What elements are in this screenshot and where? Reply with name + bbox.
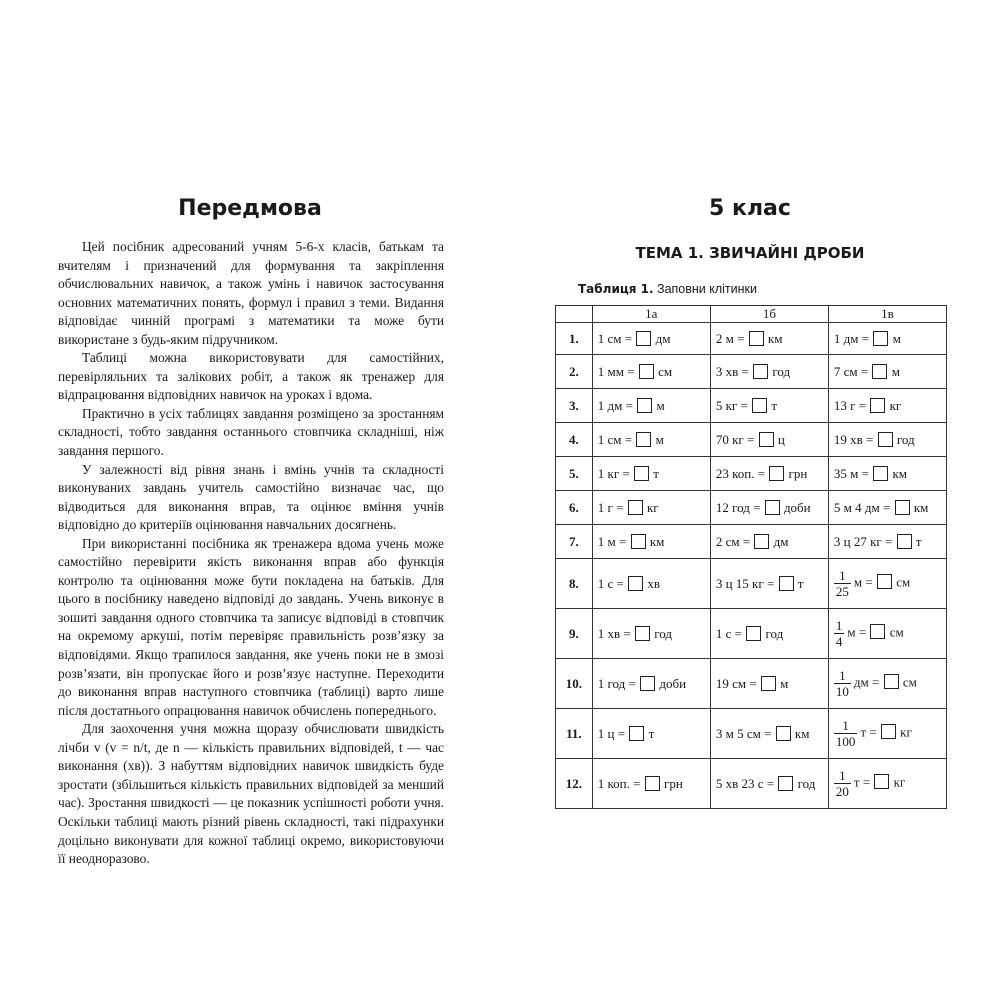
task-cell-c bbox=[828, 609, 946, 659]
task-unit: т bbox=[794, 575, 804, 591]
preface-paragraph: Для заохочення учня можна щоразу обчислювати швидкість лічби v (v = n/t, де n — кількість правильних відповідей, t — час виконання (хв)). З набуттям відповідних навичок швидкість буде зростати (збільшиться кількість правильних відповідей за менший час). Зростання швидкості — це показник успішності роботи учня. Оскільки таблиці мають різний рівень складності, такі підрахунки доцільно виконувати для кожної таблиці окремо, використовуючи її неодноразово. bbox=[58, 721, 444, 867]
task-expression: 1 хв = bbox=[597, 625, 635, 641]
task-unit: т bbox=[912, 533, 922, 549]
task-unit: год bbox=[651, 625, 673, 641]
fraction bbox=[834, 568, 851, 599]
task-expression: 5 м 4 дм = bbox=[833, 499, 894, 515]
task-cell-a bbox=[592, 323, 710, 355]
task-unit: см bbox=[654, 363, 673, 379]
answer-box[interactable] bbox=[636, 331, 651, 346]
task-unit: км bbox=[764, 330, 783, 346]
answer-box[interactable] bbox=[754, 534, 769, 549]
fraction bbox=[834, 668, 851, 699]
task-cell-c bbox=[828, 323, 946, 355]
task-expression: 19 хв = bbox=[833, 431, 877, 447]
task-unit: ц bbox=[774, 431, 785, 447]
row-number: 6. bbox=[556, 491, 593, 525]
fraction-denominator: 4 bbox=[835, 634, 843, 649]
task-cell-a bbox=[592, 609, 710, 659]
task-cell-c bbox=[828, 457, 946, 491]
task-expression: 19 см = bbox=[715, 675, 760, 691]
task-unit: м bbox=[652, 431, 664, 447]
table-row bbox=[556, 323, 947, 355]
answer-box[interactable] bbox=[884, 674, 899, 689]
task-unit: т bbox=[650, 465, 659, 481]
task-unit: км bbox=[646, 533, 665, 549]
task-unit: кг bbox=[886, 397, 902, 413]
task-expression: дм = bbox=[853, 674, 883, 690]
table-instruction: Заповни клітинки bbox=[657, 282, 757, 296]
fraction bbox=[834, 718, 858, 749]
table-row bbox=[556, 525, 947, 559]
row-number: 8. bbox=[556, 559, 593, 609]
task-unit: год bbox=[769, 363, 791, 379]
task-expression: м = bbox=[853, 574, 876, 590]
answer-box[interactable] bbox=[779, 576, 794, 591]
task-expression: 35 м = bbox=[833, 465, 873, 481]
task-expression: 1 коп. = bbox=[597, 775, 644, 791]
task-expression: 1 с = bbox=[715, 625, 746, 641]
task-unit: м bbox=[888, 363, 900, 379]
task-unit: год bbox=[893, 431, 915, 447]
answer-box[interactable] bbox=[637, 398, 652, 413]
table-row bbox=[556, 423, 947, 457]
fraction-denominator: 20 bbox=[835, 784, 849, 799]
answer-box[interactable] bbox=[897, 534, 912, 549]
task-expression: 1 м = bbox=[597, 533, 630, 549]
task-unit: км bbox=[889, 465, 908, 481]
answer-box[interactable] bbox=[778, 776, 793, 791]
answer-box[interactable] bbox=[873, 466, 888, 481]
task-unit: грн bbox=[660, 775, 683, 791]
task-cell-c bbox=[828, 559, 946, 609]
row-number: 2. bbox=[556, 355, 593, 389]
task-expression: 3 м 5 см = bbox=[715, 725, 775, 741]
fraction-denominator: 10 bbox=[835, 684, 849, 699]
task-expression: 3 хв = bbox=[715, 363, 753, 379]
task-unit: кг bbox=[643, 499, 659, 515]
answer-box[interactable] bbox=[628, 576, 643, 591]
answer-box[interactable] bbox=[877, 574, 892, 589]
answer-box[interactable] bbox=[761, 676, 776, 691]
answer-box[interactable] bbox=[776, 726, 791, 741]
fraction-numerator: 1 bbox=[839, 768, 846, 783]
task-unit: м bbox=[776, 675, 789, 691]
answer-box[interactable] bbox=[872, 364, 887, 379]
fraction bbox=[834, 768, 851, 799]
task-cell-b bbox=[710, 457, 828, 491]
task-expression: 1 год = bbox=[597, 675, 640, 691]
task-expression: т = bbox=[853, 774, 874, 790]
row-number: 11. bbox=[556, 709, 593, 759]
table-label: Таблиця 1. bbox=[578, 282, 654, 296]
task-cell-a bbox=[592, 389, 710, 423]
task-cell-b bbox=[710, 709, 828, 759]
task-expression: 2 см = bbox=[715, 533, 754, 549]
preface-paragraph: Цей посібник адресований учням 5-6-х класів, батькам та вчителям і призначений для формування та закріплення обчислювальних навичок, а також умінь і навичок застосування основних математичних понять, формул і правил з теми. Видання відповідає чинній програмі з математики та може бути використане з будь-яким підручником. bbox=[58, 239, 444, 347]
table-caption bbox=[578, 282, 757, 296]
answer-box[interactable] bbox=[635, 626, 650, 641]
answer-box[interactable] bbox=[870, 624, 885, 639]
task-cell-b bbox=[710, 389, 828, 423]
answer-box[interactable] bbox=[636, 432, 651, 447]
task-cell-c bbox=[828, 423, 946, 457]
fraction-denominator: 25 bbox=[835, 584, 849, 599]
task-unit: кг bbox=[896, 724, 912, 740]
answer-box[interactable] bbox=[881, 724, 896, 739]
task-expression: 2 м = bbox=[715, 330, 748, 346]
task-unit: км bbox=[910, 499, 929, 515]
answer-box[interactable] bbox=[640, 676, 655, 691]
answer-box[interactable] bbox=[631, 534, 646, 549]
task-cell-a bbox=[592, 659, 710, 709]
table-row bbox=[556, 491, 947, 525]
task-expression: 7 см = bbox=[833, 363, 872, 379]
fraction-numerator: 1 bbox=[835, 618, 843, 633]
task-unit: год bbox=[762, 625, 784, 641]
answer-box[interactable] bbox=[765, 500, 780, 515]
table-row bbox=[556, 559, 947, 609]
task-unit: т bbox=[645, 725, 655, 741]
task-unit: см bbox=[899, 674, 917, 690]
task-unit: дм bbox=[770, 533, 789, 549]
task-unit: см bbox=[892, 574, 911, 590]
fraction-numerator: 1 bbox=[839, 668, 846, 683]
task-unit: см bbox=[886, 624, 904, 640]
fraction-numerator: 1 bbox=[842, 718, 849, 733]
answer-box[interactable] bbox=[629, 726, 644, 741]
task-expression: 5 кг = bbox=[715, 397, 752, 413]
table-header-row bbox=[556, 306, 947, 323]
table-row bbox=[556, 609, 947, 659]
task-cell-a bbox=[592, 491, 710, 525]
answer-box[interactable] bbox=[769, 466, 784, 481]
fraction bbox=[834, 618, 845, 649]
task-expression: 70 кг = bbox=[715, 431, 758, 447]
task-unit: м bbox=[889, 330, 901, 346]
task-cell-c bbox=[828, 389, 946, 423]
task-cell-a bbox=[592, 457, 710, 491]
table-row bbox=[556, 355, 947, 389]
task-cell-c bbox=[828, 491, 946, 525]
answer-box[interactable] bbox=[639, 364, 654, 379]
task-expression: 12 год = bbox=[715, 499, 764, 515]
table-row bbox=[556, 457, 947, 491]
task-expression: 3 ц 15 кг = bbox=[715, 575, 778, 591]
task-expression: 13 г = bbox=[833, 397, 870, 413]
preface-paragraph: У залежності від рівня знань і вмінь учнів та складності виконуваних завдань учитель самостійно визначає час, що відводиться для виконання вправ, та оцінює вміння учнів відповідно до критеріїв оцінювання навчальних досягнень. bbox=[58, 461, 444, 533]
task-cell-a bbox=[592, 559, 710, 609]
task-expression: 1 дм = bbox=[597, 397, 637, 413]
task-unit: доби bbox=[656, 675, 687, 691]
row-number: 5. bbox=[556, 457, 593, 491]
grade-title: 5 клас bbox=[709, 196, 791, 221]
task-expression: 5 хв 23 с = bbox=[715, 775, 778, 791]
topic-title: ТЕМА 1. ЗВИЧАЙНІ ДРОБИ bbox=[635, 244, 865, 262]
task-expression: 23 коп. = bbox=[715, 465, 769, 481]
preface-paragraph: Практично в усіх таблицях завдання розміщено за зростанням складності, тобто завдання останнього стовпчика складніші, ніж завдання першого. bbox=[58, 405, 444, 459]
task-cell-c bbox=[828, 709, 946, 759]
task-cell-a bbox=[592, 355, 710, 389]
task-cell-b bbox=[710, 559, 828, 609]
answer-box[interactable] bbox=[895, 500, 910, 515]
header-col-1a: 1а bbox=[592, 306, 710, 323]
header-empty bbox=[556, 306, 593, 323]
task-unit: хв bbox=[644, 575, 661, 591]
preface-paragraph: Таблиці можна використовувати для самостійних, перевірляльних та залікових робіт, а також як тренажер для відпрацювання відповідних навичок на уроках і вдома. bbox=[58, 350, 444, 403]
task-expression: м = bbox=[847, 624, 870, 640]
task-cell-c bbox=[828, 759, 946, 809]
task-cell-b bbox=[710, 609, 828, 659]
answer-box[interactable] bbox=[749, 331, 764, 346]
task-cell-a bbox=[592, 423, 710, 457]
answer-box[interactable] bbox=[873, 331, 888, 346]
preface-text bbox=[58, 238, 444, 869]
task-expression: 1 мм = bbox=[597, 363, 638, 379]
task-cell-b bbox=[710, 423, 828, 457]
task-cell-a bbox=[592, 759, 710, 809]
task-expression: 1 дм = bbox=[833, 330, 873, 346]
row-number: 7. bbox=[556, 525, 593, 559]
answer-box[interactable] bbox=[870, 398, 885, 413]
task-unit: кг bbox=[890, 774, 906, 790]
task-cell-b bbox=[710, 525, 828, 559]
task-cell-a bbox=[592, 709, 710, 759]
task-expression: 1 кг = bbox=[597, 465, 634, 481]
answer-box[interactable] bbox=[645, 776, 660, 791]
answer-box[interactable] bbox=[634, 466, 649, 481]
task-cell-a bbox=[592, 525, 710, 559]
row-number: 9. bbox=[556, 609, 593, 659]
task-cell-b bbox=[710, 759, 828, 809]
header-col-1b: 1б bbox=[710, 306, 828, 323]
answer-box[interactable] bbox=[628, 500, 643, 515]
task-cell-b bbox=[710, 355, 828, 389]
task-expression: т = bbox=[860, 724, 880, 740]
task-expression: 1 см = bbox=[597, 330, 636, 346]
task-unit: дм bbox=[652, 330, 671, 346]
task-cell-b bbox=[710, 491, 828, 525]
task-expression: 1 см = bbox=[597, 431, 636, 447]
fraction-denominator: 100 bbox=[835, 734, 856, 749]
table-row bbox=[556, 709, 947, 759]
answer-box[interactable] bbox=[874, 774, 889, 789]
task-unit: доби bbox=[780, 499, 811, 515]
task-cell-c bbox=[828, 355, 946, 389]
task-cell-b bbox=[710, 323, 828, 355]
right-page bbox=[500, 0, 1000, 1000]
answer-box[interactable] bbox=[759, 432, 774, 447]
task-cell-b bbox=[710, 659, 828, 709]
header-col-1v: 1в bbox=[828, 306, 946, 323]
table-row bbox=[556, 659, 947, 709]
answer-box[interactable] bbox=[753, 364, 768, 379]
answer-box[interactable] bbox=[752, 398, 767, 413]
answer-box[interactable] bbox=[746, 626, 761, 641]
table-row bbox=[556, 389, 947, 423]
task-unit: т bbox=[768, 397, 778, 413]
row-number: 1. bbox=[556, 323, 593, 355]
row-number: 4. bbox=[556, 423, 593, 457]
row-number: 10. bbox=[556, 659, 593, 709]
task-cell-c bbox=[828, 525, 946, 559]
task-expression: 1 г = bbox=[597, 499, 627, 515]
exercise-table bbox=[555, 305, 947, 809]
preface-paragraph: При використанні посібника як тренажера вдома учень може самостійно перевірити якість виконання вправ або функція контролю та оцінювання може бути покладена на батьків. Для цього в посібнику наведено відповіді до завдань. Учень виконує в зошиті завдання одного стовпчика та записує відповіді в стовпчик на окремому аркуші, потім перевіряє правильність розв’язку за відповідями. Якщо трапилося завдання, яке учень поки не в змозі розв’язати, він пропускає його и розв’язує наступне. Переходити до виконання вправ наступного стовпчика (таблиці) варто лише після достатнього опрацювання навичок обчислень попереднього. bbox=[58, 535, 444, 718]
task-unit: грн bbox=[785, 465, 808, 481]
preface-title: Передмова bbox=[178, 196, 322, 221]
table-row bbox=[556, 759, 947, 809]
task-cell-c bbox=[828, 659, 946, 709]
task-expression: 1 ц = bbox=[597, 725, 629, 741]
task-expression: 1 с = bbox=[597, 575, 628, 591]
task-expression: 3 ц 27 кг = bbox=[833, 533, 896, 549]
fraction-numerator: 1 bbox=[839, 568, 846, 583]
row-number: 12. bbox=[556, 759, 593, 809]
row-number: 3. bbox=[556, 389, 593, 423]
task-unit: год bbox=[794, 775, 816, 791]
task-unit: м bbox=[653, 397, 665, 413]
task-unit: км bbox=[791, 725, 810, 741]
answer-box[interactable] bbox=[878, 432, 893, 447]
